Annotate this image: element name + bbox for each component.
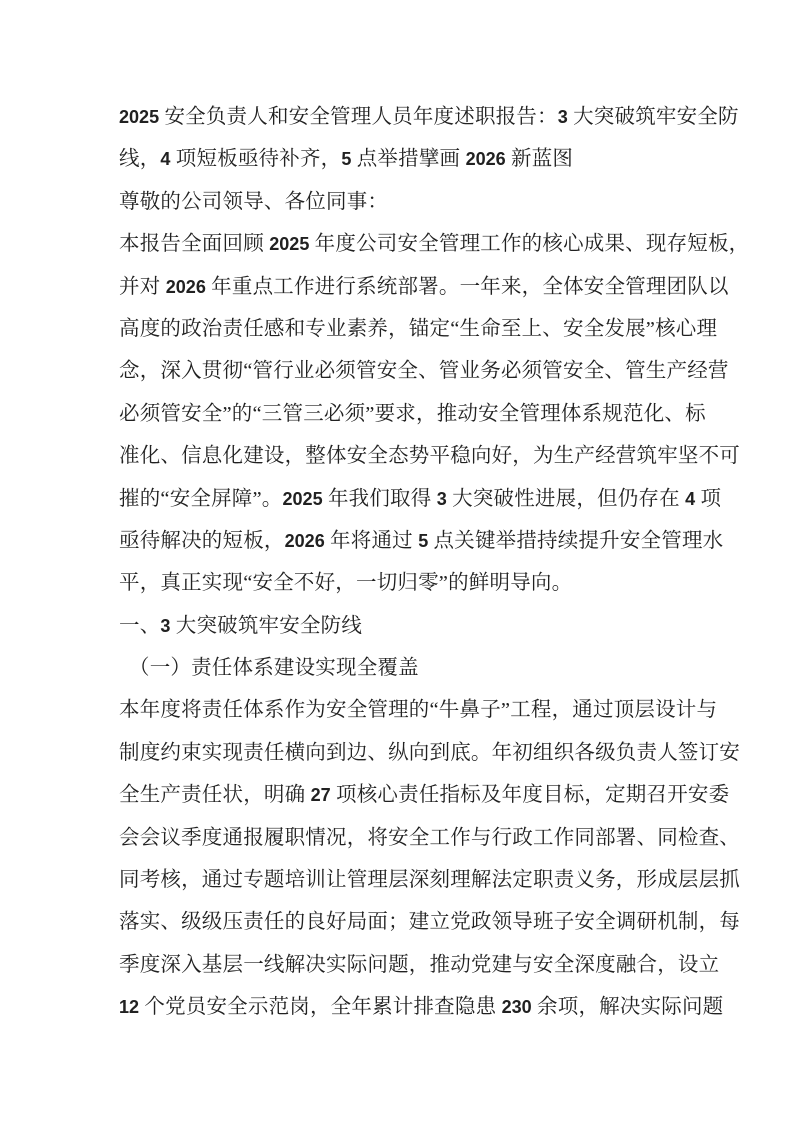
body-paragraph-line: 全生产责任状，明确 27 项核心责任指标及年度目标，定期召开安委 [119, 784, 730, 807]
body-paragraph-line: 落实、级级压责任的良好局面；建立党政领导班子安全调研机制，每 [119, 911, 740, 934]
subsection-1-1-heading: （一）责任体系建设实现全覆盖 [129, 657, 419, 680]
intro-paragraph-line: 准化、信息化建设，整体安全态势平稳向好，为生产经营筑牢坚不可 [119, 445, 740, 468]
report-title-line: 2025 安全负责人和安全管理人员年度述职报告：3 大突破筑牢安全防 [119, 106, 739, 128]
intro-paragraph-line: 并对 2026 年重点工作进行系统部署。一年来，全体安全管理团队以 [119, 275, 729, 298]
body-paragraph-line: 12 个党员安全示范岗，全年累计排查隐患 230 余项，解决实际问题 [119, 996, 724, 1019]
intro-paragraph-line: 必须管安全”的“三管三必须”要求，推动安全管理体系规范化、标 [119, 402, 706, 425]
document-content [119, 96, 750, 1029]
intro-paragraph-line: 摧的“安全屏障”。2025 年我们取得 3 大突破性进展，但仍存在 4 项 [119, 487, 722, 510]
intro-paragraph-line: 本报告全面回顾 2025 年度公司安全管理工作的核心成果、现存短板， [119, 233, 750, 256]
body-paragraph-line: 制度约束实现责任横向到边、纵向到底。年初组织各级负责人签订安 [119, 741, 740, 764]
intro-paragraph-line: 念，深入贯彻“管行业必须管安全、管业务必须管安全、管生产经营 [119, 360, 729, 383]
intro-paragraph-line: 平，真正实现“安全不好，一切归零”的鲜明导向。 [119, 572, 573, 595]
intro-paragraph-line: 高度的政治责任感和专业素养，锚定“生命至上、安全发展”核心理 [119, 317, 718, 340]
body-paragraph-line: 会会议季度通报履职情况，将安全工作与行政工作同部署、同检查、 [119, 826, 740, 849]
section-1-heading: 一、3 大突破筑牢安全防线 [119, 614, 363, 637]
intro-paragraph-line: 亟待解决的短板，2026 年将通过 5 点关键举措持续提升安全管理水 [119, 529, 724, 552]
body-paragraph-line: 同考核，通过专题培训让管理层深刻理解法定职责义务，形成层层抓 [119, 869, 740, 892]
report-title-line: 线，4 项短板亟待补齐，5 点举措擘画 2026 新蓝图 [119, 148, 574, 171]
body-paragraph-line: 本年度将责任体系作为安全管理的“牛鼻子”工程，通过顶层设计与 [119, 699, 718, 722]
body-paragraph-line: 季度深入基层一线解决实际问题，推动党建与安全深度融合，设立 [119, 953, 720, 976]
salutation: 尊敬的公司领导、各位同事： [119, 190, 389, 213]
